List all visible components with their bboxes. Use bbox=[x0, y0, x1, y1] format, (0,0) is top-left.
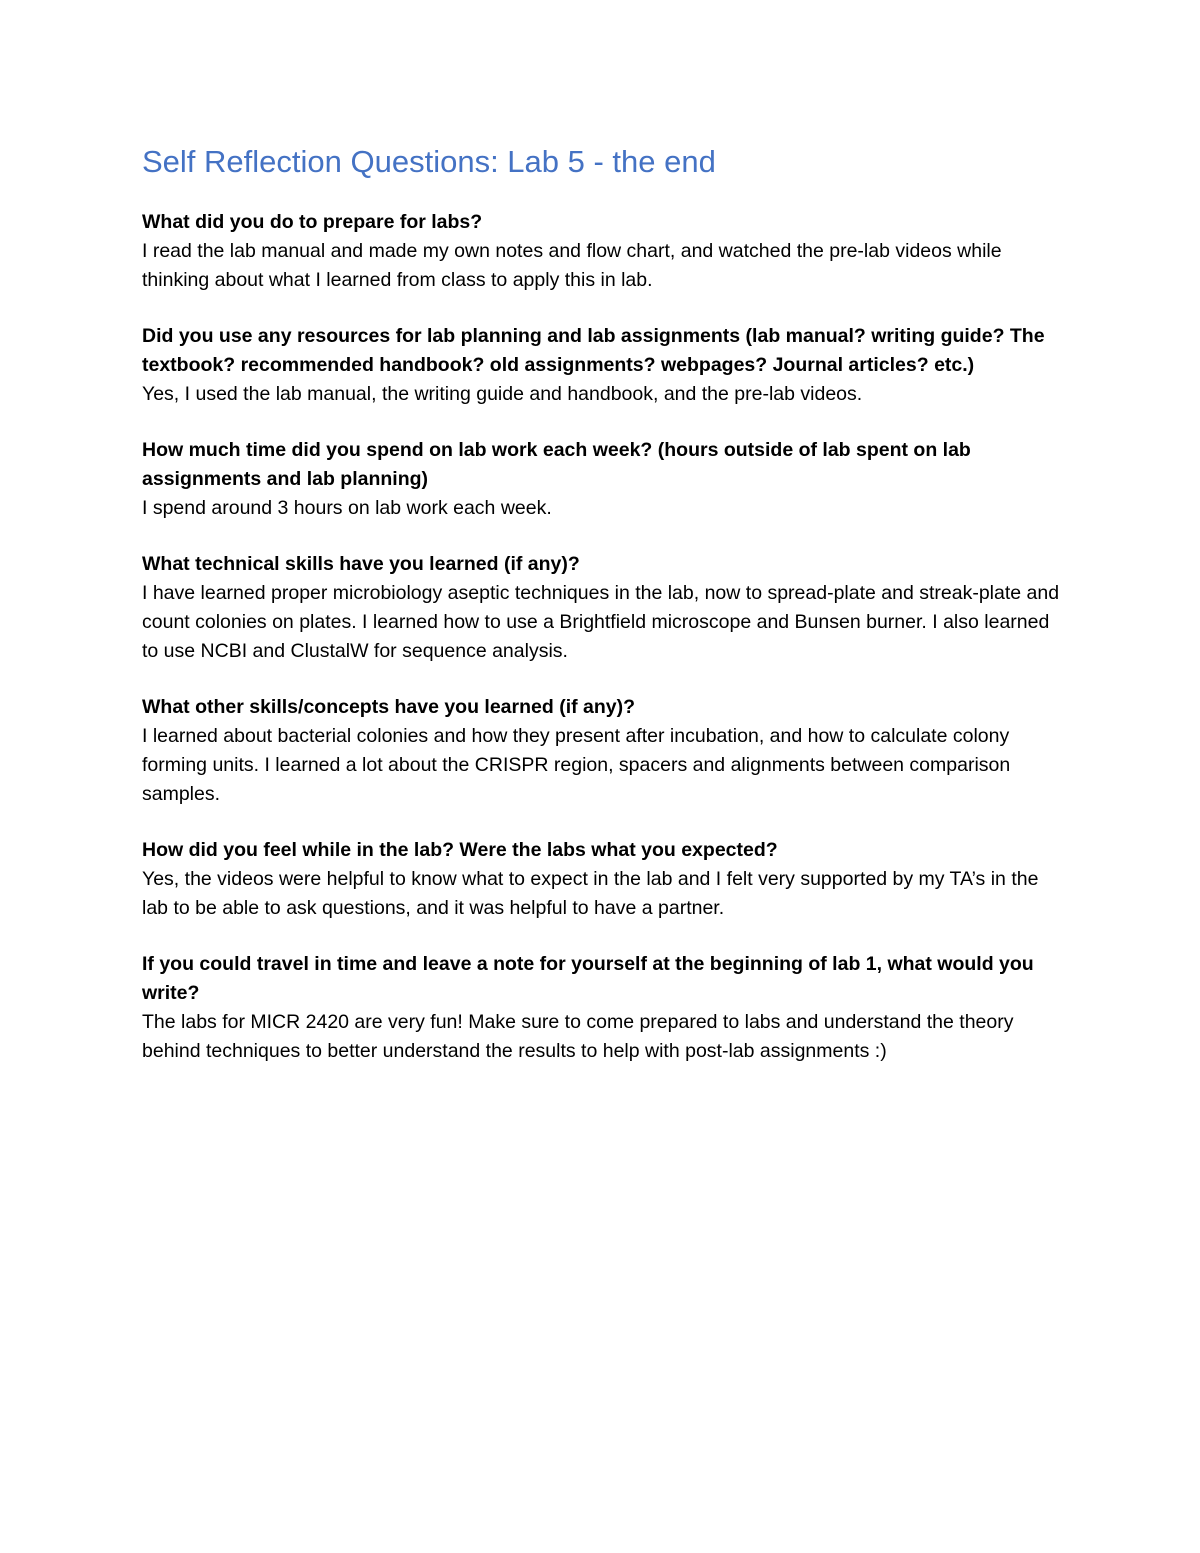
qa-item-resources bbox=[142, 322, 1062, 409]
question-text: If you could travel in time and leave a note for yourself at the beginning of lab 1, what would you write? bbox=[142, 953, 1034, 1004]
question-text: How much time did you spend on lab work each week? (hours outside of lab spent on lab assignments and lab planning) bbox=[142, 439, 971, 490]
answer-text: I read the lab manual and made my own notes and flow chart, and watched the pre-lab videos while thinking about what I learned from class to apply this in lab. bbox=[142, 240, 1002, 291]
question-text: What did you do to prepare for labs? bbox=[142, 211, 483, 233]
qa-item-technical-skills bbox=[142, 550, 1062, 666]
qa-item-other-skills bbox=[142, 693, 1062, 809]
answer-text: I learned about bacterial colonies and how they present after incubation, and how to calculate colony forming units. I learned a lot about the CRISPR region, spacers and alignments between comparison samples. bbox=[142, 725, 1011, 805]
answer-text: I spend around 3 hours on lab work each week. bbox=[142, 497, 552, 519]
question-text: How did you feel while in the lab? Were the labs what you expected? bbox=[142, 839, 778, 861]
answer-text: The labs for MICR 2420 are very fun! Make sure to come prepared to labs and understand the theory behind techniques to better understand the results to help with post-lab assignments :) bbox=[142, 1011, 1014, 1062]
question-text: Did you use any resources for lab planning and lab assignments (lab manual? writing guide? The textbook? recommended handbook? old assignments? webpages? Journal articles? etc.) bbox=[142, 325, 1045, 376]
question-text: What other skills/concepts have you learned (if any)? bbox=[142, 696, 636, 718]
question-text: What technical skills have you learned (if any)? bbox=[142, 553, 580, 575]
answer-text: Yes, the videos were helpful to know what to expect in the lab and I felt very supported by my TA’s in the lab to be able to ask questions, and it was helpful to have a partner. bbox=[142, 868, 1039, 919]
qa-item-prepare bbox=[142, 208, 1062, 295]
qa-item-feelings bbox=[142, 836, 1062, 923]
answer-text: Yes, I used the lab manual, the writing guide and handbook, and the pre-lab videos. bbox=[142, 383, 863, 405]
qa-item-time bbox=[142, 436, 1062, 523]
document-page bbox=[142, 140, 1062, 1093]
document-title: Self Reflection Questions: Lab 5 - the end bbox=[142, 144, 716, 179]
answer-text: I have learned proper microbiology aseptic techniques in the lab, now to spread-plate and streak-plate and count colonies on plates. I learned how to use a Brightfield microscope and Bunsen burner. I also learned to use NCBI and ClustalW for sequence analysis. bbox=[142, 582, 1060, 662]
qa-item-time-travel-note bbox=[142, 950, 1062, 1066]
